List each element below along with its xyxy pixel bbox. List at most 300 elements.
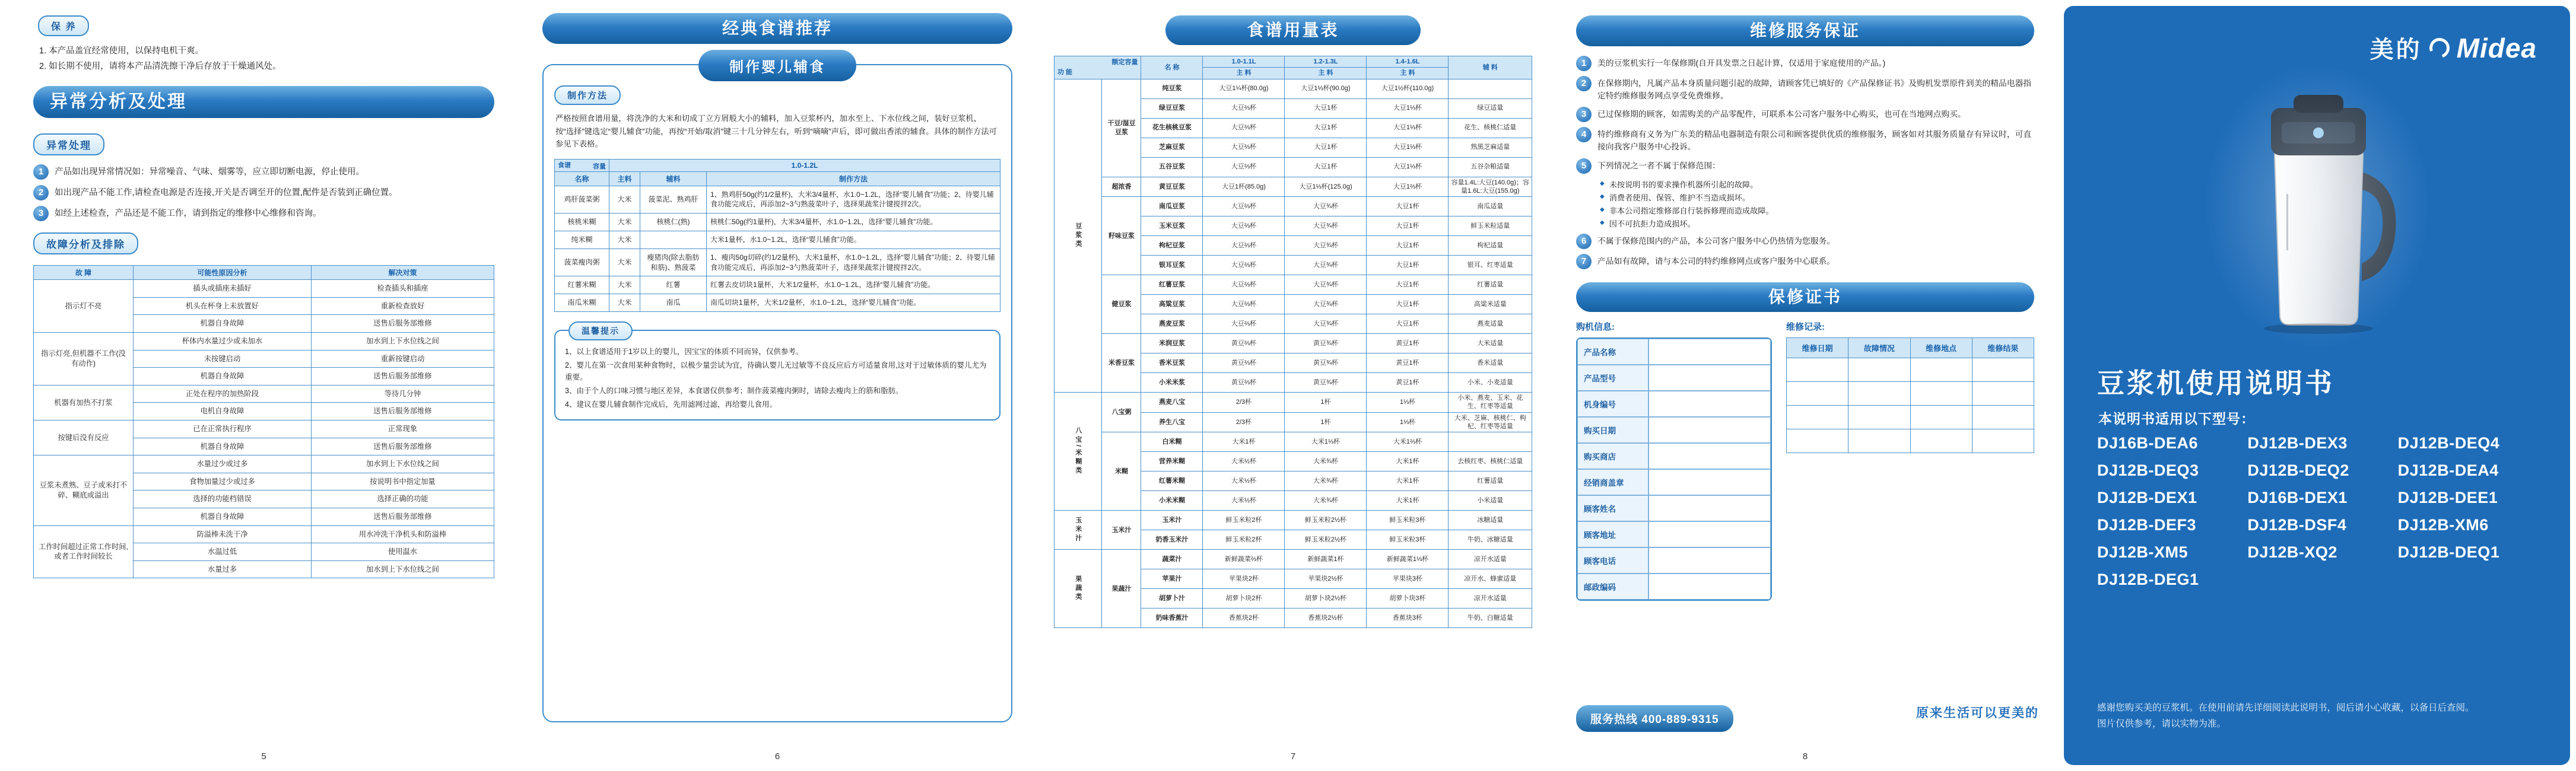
repair-col-header: 维修结果 [1972, 337, 2034, 358]
usage-main-1: 大豆⅔杯 [1203, 118, 1285, 138]
usage-main-2: 1杯 [1285, 393, 1367, 413]
method-badge: 制作方法 [554, 85, 621, 105]
warranty-item-text: 特约维修商有义务为广东美的精品电器制造有限公司和顾客提供优质的维修服务，顾客如对其服务质量存有异议时，可直接向我客户服务中心投诉。 [1597, 130, 2032, 152]
usage-main-2: 鲜玉米粒2½杯 [1285, 530, 1367, 550]
usage-function: 米香豆浆 [1102, 334, 1141, 393]
warranty-item [1576, 158, 2034, 174]
repair-record-blank [1848, 358, 1910, 381]
midea-fan-icon [2426, 34, 2453, 61]
fault-solution: 送售后服务部维修 [312, 403, 494, 420]
repair-record-row [1787, 429, 2034, 453]
usage-main-2: 大豆¾杯 [1285, 236, 1367, 256]
recipe-method: 1、瘦肉50g切碎(约1/2量杯)，大米1量杯，水1.0~1.2L，选择“婴儿辅食”功能；2、待婴儿辅食功能完成后，再添加2~3勺熟菠菜叶子，选择果蔬浆汁键搅拌2次。 [707, 248, 1000, 276]
usage-name: 花生核桃豆浆 [1141, 118, 1203, 138]
usage-main-2: 鲜玉米粒2½杯 [1285, 511, 1367, 530]
warranty-sub-item [1600, 205, 2034, 216]
fault-table [33, 265, 494, 578]
usage-name: 芝麻豆浆 [1141, 138, 1203, 157]
cover-footer [2097, 700, 2543, 732]
name-header: 名 称 [1141, 56, 1203, 79]
certificate-columns [1576, 320, 2034, 601]
purchase-info-blank [1648, 547, 1771, 574]
usage-main-1: 大豆1¼杯(80.0g) [1203, 79, 1285, 98]
fault-solution: 使用温水 [312, 543, 494, 561]
usage-name: 苹果汁 [1141, 569, 1203, 589]
purchase-info-blank [1648, 391, 1771, 417]
usage-name: 黄豆豆浆 [1141, 177, 1203, 197]
recipe-name: 核桃米糊 [555, 214, 609, 231]
usage-name: 奶香玉米汁 [1141, 530, 1203, 550]
usage-main-3: 黄豆1杯 [1367, 373, 1449, 393]
bullet-icon: ◆ [1600, 193, 1605, 200]
usage-aux: 凉开水适量 [1449, 589, 1532, 608]
usage-function: 干豆/湿豆豆浆 [1102, 79, 1141, 177]
usage-aux: 银耳、红枣适量 [1449, 256, 1532, 275]
usage-function: 健豆浆 [1102, 275, 1141, 334]
purchase-info-blank [1648, 574, 1771, 600]
usage-aux: 红薯适量 [1449, 471, 1532, 491]
repair-record-blank [1787, 405, 1848, 429]
fault-solution: 用水冲洗干净机头和防溢棒 [312, 525, 494, 543]
recipes-title: 经典食谱推荐 [542, 13, 1012, 44]
model-list [2097, 434, 2548, 589]
usage-main-3: 大豆1杯 [1367, 236, 1449, 256]
fault-name: 工作时间超过正常工作时间,或者工作时间较长 [34, 525, 134, 578]
fault-solution: 重新按键启动 [312, 350, 494, 368]
warranty-title: 维修服务保证 [1576, 15, 2034, 46]
usage-main-3: 鲜玉米粒3杯 [1367, 530, 1449, 550]
purchase-info-row [1577, 495, 1771, 521]
fault-cause: 食物加量过少或过多 [134, 473, 312, 490]
item-number-icon: 6 [1576, 234, 1592, 249]
fault-solution: 选择正确的功能 [312, 490, 494, 508]
usage-main-1: 新鲜蔬菜⅔杯 [1203, 550, 1285, 569]
warranty-sub-text: 消费者使用、保管、维护不当造成损坏。 [1609, 193, 1751, 202]
usage-main-2: 黄豆¾杯 [1285, 373, 1367, 393]
purchase-info-label: 购买日期 [1577, 417, 1648, 443]
usage-main-2: 大米¾杯 [1285, 491, 1367, 511]
repair-record-blank [1972, 381, 2034, 405]
usage-main-3: 大豆1⅔杯 [1367, 177, 1449, 197]
purchase-info-label: 经销商盖章 [1577, 469, 1648, 495]
usage-category: 玉米汁 [1054, 511, 1102, 550]
recipe-row [555, 276, 1000, 294]
usage-main-1: 大米½杯 [1203, 491, 1285, 511]
usage-main-3: 大豆1杯 [1367, 295, 1449, 314]
usage-name: 高粱豆浆 [1141, 295, 1203, 314]
usage-aux: 冰糖适量 [1449, 511, 1532, 530]
brand-name-en: Midea [2456, 32, 2537, 63]
recipe-main: 大米 [609, 248, 640, 276]
usage-main-2: 大豆1杯 [1285, 157, 1367, 177]
step-text: 如经上述检查，产品还是不能工作，请到指定的维修中心维修和咨询。 [55, 209, 322, 219]
usage-main-3: 大豆1杯 [1367, 256, 1449, 275]
usage-main-3: 苹果块3杯 [1367, 569, 1449, 589]
usage-name: 红薯米糊 [1141, 471, 1203, 491]
warranty-item-text: 不属于保修范围内的产品，本公司客户服务中心仍热情为您服务。 [1597, 236, 1835, 246]
care-badge: 保 养 [38, 15, 89, 36]
usage-main-2: 黄豆¾杯 [1285, 334, 1367, 353]
model-number: DJ12B-DEG1 [2097, 571, 2199, 588]
repair-col-header: 故障情况 [1848, 337, 1910, 358]
usage-aux: 高粱米适量 [1449, 295, 1532, 314]
usage-main-3: 大豆1杯 [1367, 197, 1449, 216]
usage-main-3: 黄豆1杯 [1367, 334, 1449, 353]
purchase-info-title: 购机信息: [1576, 321, 1615, 332]
recipe-aux: 红薯 [640, 276, 707, 294]
usage-main-1: 大豆⅔杯 [1203, 256, 1285, 275]
usage-aux: 五谷杂粮适量 [1449, 157, 1532, 177]
warranty-item-text: 已过保修期的顾客，如需购美的产品零配件，可联系本公司客户服务中心购买，也可在当地网点购买。 [1597, 110, 1966, 119]
recipe-row [555, 231, 1000, 248]
usage-aux: 花生、核桃仁适量 [1449, 118, 1532, 138]
repair-record-block [1786, 320, 2034, 453]
warranty-items [1576, 56, 2034, 269]
page-number: 6 [774, 751, 780, 762]
fault-name: 指示灯不亮 [34, 280, 134, 333]
fault-cause: 已在正常执行程序 [134, 420, 312, 438]
usage-main-1: 大豆⅔杯 [1203, 138, 1285, 157]
usage-main-2: 胡萝卜块2½杯 [1285, 589, 1367, 608]
usage-name: 小米米浆 [1141, 373, 1203, 393]
step-number-icon: 3 [33, 206, 49, 221]
page-number: 5 [261, 751, 266, 762]
usage-name: 香米豆浆 [1141, 353, 1203, 373]
usage-corner-cell [1054, 56, 1141, 79]
usage-main-3: 大豆1½杯(110.0g) [1367, 79, 1449, 98]
panel-usage-table [1043, 0, 1543, 771]
repair-record-title: 维修记录: [1786, 321, 1825, 332]
item-number-icon: 2 [1576, 76, 1592, 91]
usage-name: 南瓜豆浆 [1141, 197, 1203, 216]
troubleshooting-title: 异常分析及处理 [33, 86, 494, 118]
fault-col-header: 解决对策 [312, 266, 494, 280]
usage-name: 五谷豆浆 [1141, 157, 1203, 177]
usage-main-1: 大豆⅔杯 [1203, 236, 1285, 256]
usage-main-1: 大豆⅔杯 [1203, 197, 1285, 216]
usage-main-3: 鲜玉米粒3杯 [1367, 511, 1449, 530]
recipe-method: 红薯去皮切块1量杯，大米1/2量杯，水1.0~1.2L，选择“婴儿辅食”功能。 [707, 276, 1000, 294]
usage-main-2: 大豆1⅓杯(125.0g) [1285, 177, 1367, 197]
bullet-icon: ◆ [1600, 180, 1605, 187]
repair-record-row [1787, 405, 2034, 429]
usage-aux: 枸杞适量 [1449, 236, 1532, 256]
model-number: DJ12B-DSF4 [2247, 516, 2347, 534]
usage-row [1054, 511, 1532, 530]
cover-footer-line: 图片仅供参考，请以实物为准。 [2097, 718, 2226, 729]
certificate-title: 保修证书 [1576, 282, 2034, 312]
usage-row [1054, 177, 1532, 197]
exception-step [33, 185, 494, 200]
purchase-info-label: 顾客地址 [1577, 521, 1648, 547]
model-number: DJ16B-DEA6 [2097, 434, 2199, 452]
fault-cause: 机器自身故障 [134, 315, 312, 333]
repair-record-blank [1972, 405, 2034, 429]
recipe-main: 大米 [609, 294, 640, 312]
fault-name: 指示灯亮,但机器不工作(没有动作) [34, 332, 134, 385]
usage-aux: 牛奶、冰糖适量 [1449, 530, 1532, 550]
usage-main-1: 大豆1杯(85.0g) [1203, 177, 1285, 197]
recipe-row [555, 248, 1000, 276]
repair-col-header: 维修地点 [1910, 337, 1972, 358]
usage-aux: 绿豆适量 [1449, 98, 1532, 118]
usage-title: 食谱用量表 [1165, 15, 1421, 45]
usage-main-1: 大豆⅔杯 [1203, 98, 1285, 118]
repair-record-blank [1848, 381, 1910, 405]
model-number: DJ12B-DEQ4 [2397, 434, 2500, 452]
usage-main-1: 黄豆⅔杯 [1203, 334, 1285, 353]
purchase-info-table [1576, 337, 1772, 601]
recipe-col-header: 制作方法 [707, 171, 1000, 186]
recipe-corner-cell [555, 159, 609, 171]
usage-row [1054, 432, 1532, 452]
usage-aux: 凉开水适量 [1449, 550, 1532, 569]
usage-name: 营养米糊 [1141, 452, 1203, 471]
purchase-info-block [1576, 320, 1772, 601]
purchase-info-blank [1648, 469, 1771, 495]
fault-solution: 检查插头和插座 [312, 280, 494, 298]
repair-record-table [1786, 337, 2034, 453]
usage-main-3: 1⅓杯 [1367, 412, 1449, 432]
repair-record-blank [1787, 358, 1848, 381]
recipe-aux: 核桃仁(熟) [640, 214, 707, 231]
fault-solution: 加水到上下水位线之间 [312, 455, 494, 473]
usage-main-1: 大米1杯 [1203, 432, 1285, 452]
usage-main-3: 新鲜蔬菜1⅓杯 [1367, 550, 1449, 569]
model-number: DJ12B-DEF3 [2097, 516, 2197, 534]
repair-record-blank [1787, 429, 1848, 453]
usage-function: 果蔬汁 [1102, 550, 1141, 628]
fault-row [34, 455, 494, 473]
capacity-header: 1.4-1.6L [1367, 56, 1449, 68]
usage-main-2: 大豆¾杯 [1285, 275, 1367, 295]
usage-main-2: 大米1⅓杯 [1285, 432, 1367, 452]
purchase-info-row [1577, 521, 1771, 547]
purchase-info-label: 产品型号 [1577, 365, 1648, 391]
usage-main-1: 大豆⅔杯 [1203, 275, 1285, 295]
main-header: 主 料 [1285, 68, 1367, 79]
usage-main-3: 大米1⅔杯 [1367, 432, 1449, 452]
usage-function: 籽味豆浆 [1102, 197, 1141, 275]
usage-main-2: 黄豆¾杯 [1285, 353, 1367, 373]
usage-aux [1449, 432, 1532, 452]
panel-recipes [525, 0, 1030, 771]
usage-name: 燕麦豆浆 [1141, 314, 1203, 334]
care-item: 1. 本产品盖宜经常使用，以保持电机干爽。 [39, 46, 204, 56]
method-text: 严格按照食谱用量，将洗净的大米和切成丁立方屑般大小的辅料，加入豆浆杯内，加水至上、下水位线之间，装好豆浆机，按“选择”键选定“婴儿辅食”功能，再按“开始/取消”键三十几分钟左右，听到“嘀嘀”声后，即可做出香浓的辅食。具体的制作方法可参见下表格。 [555, 114, 997, 149]
brand-name-cn: 美的 [2369, 37, 2422, 63]
warranty-sub-item [1600, 218, 2034, 229]
model-number: DJ12B-DEX1 [2097, 489, 2197, 506]
midea-logo [2370, 31, 2537, 65]
fault-row [34, 332, 494, 350]
purchase-info-label: 机身编号 [1577, 391, 1648, 417]
repair-record-blank [1910, 381, 1972, 405]
usage-main-1: 黄豆⅔杯 [1203, 353, 1285, 373]
usage-aux: 小米、燕麦、玉米、花生、红枣等适量 [1449, 393, 1532, 413]
repair-record-blank [1848, 405, 1910, 429]
usage-row [1054, 393, 1532, 413]
warranty-item [1576, 127, 2034, 153]
recipe-main: 大米 [609, 214, 640, 231]
repair-record-row [1787, 358, 2034, 381]
bullet-icon: ◆ [1600, 206, 1605, 213]
model-number: DJ12B-XM5 [2097, 543, 2189, 561]
fault-cause: 杯体内水量过少或未加水 [134, 332, 312, 350]
purchase-info-row [1577, 469, 1771, 495]
model-number: DJ12B-DEX3 [2247, 434, 2348, 452]
usage-name: 白米糊 [1141, 432, 1203, 452]
usage-main-2: 大豆¾杯 [1285, 295, 1367, 314]
item-number-icon: 7 [1576, 254, 1592, 269]
usage-main-1: 大米½杯 [1203, 471, 1285, 491]
repair-record-row [1787, 381, 2034, 405]
usage-name: 奶味香蕉汁 [1141, 608, 1203, 628]
usage-main-2: 苹果块2½杯 [1285, 569, 1367, 589]
usage-aux: 熟黑芝麻适量 [1449, 138, 1532, 157]
purchase-info-label: 购买商店 [1577, 443, 1648, 469]
usage-main-3: 大豆1杯 [1367, 314, 1449, 334]
usage-main-3: 大米1杯 [1367, 471, 1449, 491]
usage-table [1054, 56, 1532, 628]
usage-main-2: 大豆¾杯 [1285, 256, 1367, 275]
usage-aux: 小米、小麦适量 [1449, 373, 1532, 393]
warranty-item [1576, 254, 2034, 269]
usage-main-1: 大豆⅔杯 [1203, 295, 1285, 314]
usage-aux: 去核红枣、核桃仁适量 [1449, 452, 1532, 471]
recipe-name: 菠菜瘦肉粥 [555, 248, 609, 276]
purchase-info-blank [1648, 365, 1771, 391]
usage-aux: 容量1.4L:大豆(140.0g)；容量1.6L:大豆(155.0g) [1449, 177, 1532, 197]
usage-main-1: 胡萝卜块2杯 [1203, 589, 1285, 608]
main-header: 主 料 [1367, 68, 1449, 79]
warranty-item [1576, 107, 2034, 122]
usage-name: 蔬菜汁 [1141, 550, 1203, 569]
usage-main-1: 鲜玉米粒2杯 [1203, 511, 1285, 530]
usage-row [1054, 197, 1532, 216]
usage-main-1: 鲜玉米粒2杯 [1203, 530, 1285, 550]
usage-name: 红薯豆浆 [1141, 275, 1203, 295]
capacity-header: 1.0-1.1L [1203, 56, 1285, 68]
baby-recipe-table [554, 159, 1000, 312]
purchase-info-row [1577, 417, 1771, 443]
fault-cause: 机器自身故障 [134, 438, 312, 455]
usage-aux: 小米适量 [1449, 491, 1532, 511]
usage-main-1: 苹果块2杯 [1203, 569, 1285, 589]
usage-aux: 鲜玉米粒适量 [1449, 216, 1532, 236]
recipe-method: 1、熟鸡肝50g(约1/2量杯)，大米3/4量杯，水1.0~1.2L，选择“婴儿辅食”功能；2、待婴儿辅食功能完成后，再添加2~3勺熟菠菜叶子，选择果蔬浆汁键搅拌2次。 [707, 186, 1000, 214]
baby-food-banner: 制作婴儿辅食 [698, 50, 856, 81]
step-number-icon: 2 [33, 185, 49, 200]
fault-solution: 送售后服务部维修 [312, 508, 494, 525]
usage-aux: 凉开水、蜂蜜适量 [1449, 569, 1532, 589]
usage-function: 米糊 [1102, 432, 1141, 511]
bullet-icon: ◆ [1600, 219, 1605, 226]
fault-row [34, 385, 494, 403]
model-number: DJ12B-XQ2 [2247, 543, 2337, 561]
usage-main-3: 大米1杯 [1367, 491, 1449, 511]
recipe-name: 南瓜米糊 [555, 294, 609, 312]
usage-main-2: 大豆¾杯 [1285, 314, 1367, 334]
usage-main-3: 大豆1⅓杯 [1367, 157, 1449, 177]
usage-main-1: 大豆⅔杯 [1203, 216, 1285, 236]
care-items [39, 43, 492, 74]
recipe-aux: 菠菜泥、熟鸡肝 [640, 186, 707, 214]
usage-main-2: 大豆1杯 [1285, 138, 1367, 157]
fault-col-header: 故 障 [34, 266, 134, 280]
recipe-name: 鸡肝菠菜粥 [555, 186, 609, 214]
purchase-info-blank [1648, 417, 1771, 443]
usage-main-1: 香蕉块2杯 [1203, 608, 1285, 628]
usage-main-3: 大豆1⅓杯 [1367, 118, 1449, 138]
usage-category: 果蔬类 [1054, 550, 1102, 628]
usage-main-2: 大豆1杯 [1285, 118, 1367, 138]
usage-main-1: 黄豆⅔杯 [1203, 373, 1285, 393]
warranty-item-text: 美的豆浆机实行一年保修期(自开具发票之日起计算，仅适用于家庭使用的产品。) [1597, 59, 1886, 68]
fault-solution: 正常现象 [312, 420, 494, 438]
fault-row [34, 280, 494, 298]
usage-main-1: 大豆⅔杯 [1203, 314, 1285, 334]
item-number-icon: 4 [1576, 127, 1592, 142]
model-number: DJ12B-DEQ3 [2097, 461, 2199, 479]
usage-name: 米润豆浆 [1141, 334, 1203, 353]
warranty-sub-item [1600, 179, 2034, 190]
fault-solution: 送售后服务部维修 [312, 438, 494, 455]
exception-badge: 异常处理 [33, 133, 104, 155]
purchase-info-label: 顾客电话 [1577, 547, 1648, 574]
exception-steps [33, 164, 494, 221]
usage-name: 玉米汁 [1141, 511, 1203, 530]
item-number-icon: 3 [1576, 107, 1592, 122]
cover-footer-line: 感谢您购买美的豆浆机。在使用前请先详细阅读此说明书，阅后请小心收藏，以备日后查阅。 [2097, 702, 2475, 713]
usage-main-2: 大米¾杯 [1285, 452, 1367, 471]
fault-cause: 机器自身故障 [134, 508, 312, 525]
item-number-icon: 1 [1576, 56, 1592, 71]
usage-aux: 南瓜适量 [1449, 197, 1532, 216]
capacity-header: 1.2-1.3L [1285, 56, 1367, 68]
function-label: 功 能 [1057, 69, 1073, 77]
usage-aux: 红薯适量 [1449, 275, 1532, 295]
usage-aux: 大米适量 [1449, 334, 1532, 353]
usage-main-3: 黄豆1杯 [1367, 353, 1449, 373]
fault-cause: 电机自身故障 [134, 403, 312, 420]
purchase-info-blank [1648, 495, 1771, 521]
care-item: 2. 如长期不使用，请将本产品清洗擦干净后存放于干燥通风处。 [39, 62, 281, 72]
warranty-sub-item [1600, 192, 2034, 203]
recipe-main: 大米 [609, 186, 640, 214]
warranty-item-text: 下列情况之一者不属于保修范围： [1597, 161, 1720, 170]
step-text: 如出现产品不能工作,请检查电源是否连接,开关是否调至开的位置,配件是否装到正确位置。 [55, 188, 398, 198]
tips-box [554, 326, 1000, 420]
usage-name: 绿豆豆浆 [1141, 98, 1203, 118]
recipe-row [555, 294, 1000, 312]
usage-main-2: 香蕉块2½杯 [1285, 608, 1367, 628]
usage-main-1: 2/3杯 [1203, 412, 1285, 432]
usage-main-1: 2/3杯 [1203, 393, 1285, 413]
step-text: 产品如出现异常情况如：异常噪音、气味、烟雾等，应立即切断电源，停止使用。 [55, 167, 364, 177]
fault-solution: 按说明书中指定加量 [312, 473, 494, 490]
service-hotline: 服务热线 400-889-9315 [1576, 705, 1733, 732]
item-number-icon: 5 [1576, 158, 1592, 174]
recipe-aux [640, 231, 707, 248]
fault-cause: 未按键启动 [134, 350, 312, 368]
usage-row [1054, 334, 1532, 353]
capacity-label: 容量 [593, 163, 606, 170]
baby-food-box [542, 59, 1012, 722]
fault-solution: 加水到上下水位线之间 [312, 332, 494, 350]
recipe-aux: 瘦猪肉(除去脂肪和筋)、熟菠菜 [640, 248, 707, 276]
purchase-info-blank [1648, 443, 1771, 469]
